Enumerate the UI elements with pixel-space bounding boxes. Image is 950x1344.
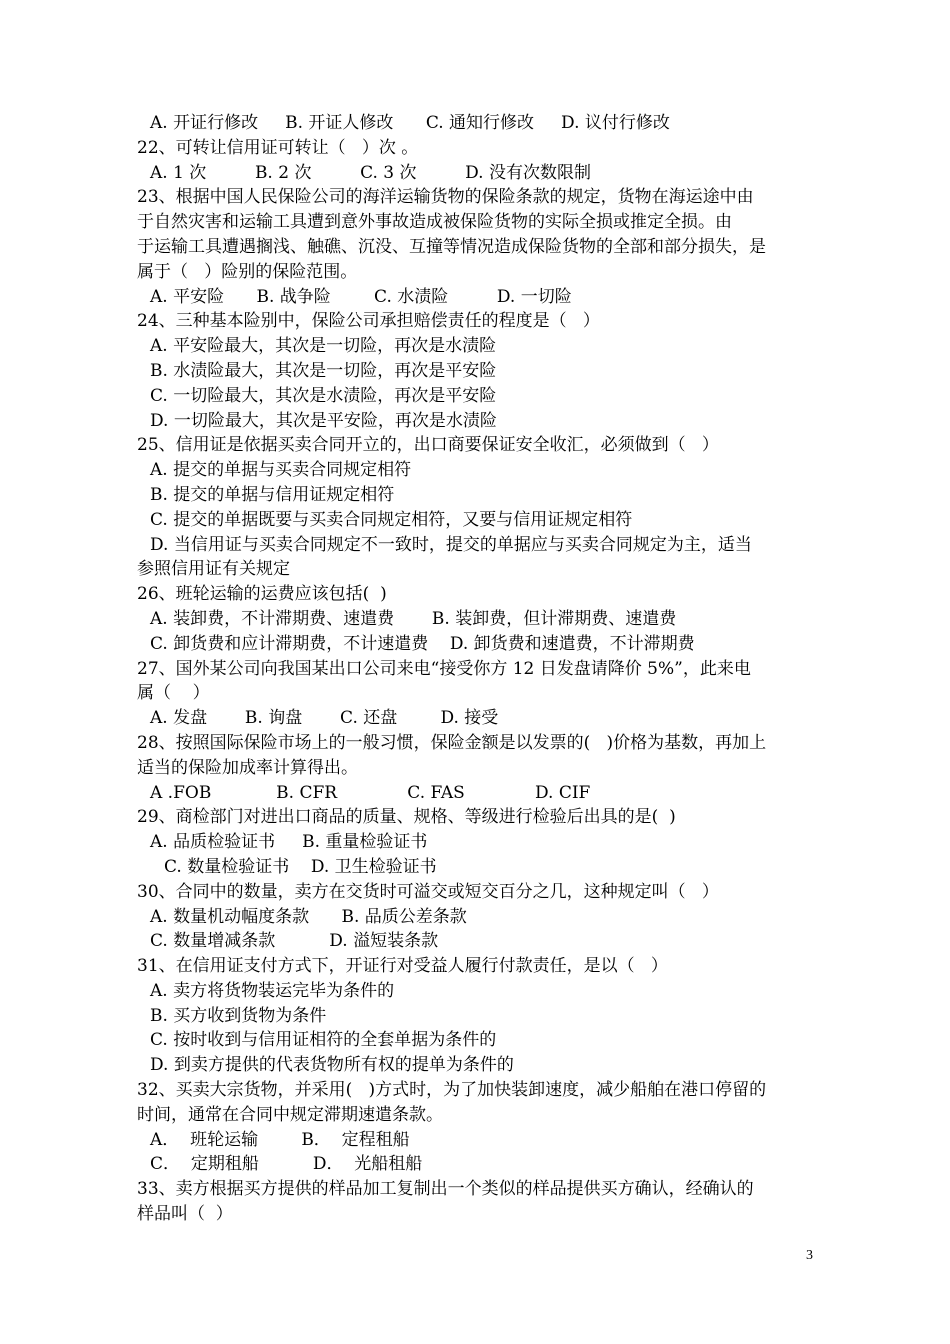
text-line: 28、按照国际保险市场上的一般习惯，保险金额是以发票的( )价格为基数，再加上 bbox=[137, 732, 767, 753]
text-line: C. 按时收到与信用证相符的全套单据为条件的 bbox=[150, 1030, 497, 1051]
text-line: C. 提交的单据既要与买卖合同规定相符，又要与信用证规定相符 bbox=[150, 509, 633, 530]
text-line: A. 发盘 B. 询盘 C. 还盘 D. 接受 bbox=[150, 708, 499, 729]
text-line: A .FOB B. CFR C. FAS D. CIF bbox=[150, 782, 591, 803]
text-line: 27、国外某公司向我国某出口公司来电“接受你方 12 日发盘请降价 5%”，此来电 bbox=[137, 658, 751, 679]
text-line: 时间，通常在合同中规定滞期速遣条款。 bbox=[137, 1104, 443, 1125]
text-line: 22、可转让信用证可转让（ ）次 。 bbox=[137, 137, 419, 158]
text-line: 于自然灾害和运输工具遭到意外事故造成被保险货物的实际全损或推定全损。由 bbox=[137, 212, 732, 233]
text-line: 适当的保险加成率计算得出。 bbox=[137, 757, 358, 778]
text-line: 26、班轮运输的运费应该包括( ) bbox=[137, 584, 387, 605]
text-line: C. 数量增减条款 D. 溢短装条款 bbox=[150, 931, 439, 952]
text-line: A. 平安险 B. 战争险 C. 水渍险 D. 一切险 bbox=[150, 286, 572, 307]
text-line: C. 卸货费和应计滞期费，不计速遣费 D. 卸货费和速遣费，不计滞期费 bbox=[150, 633, 695, 654]
text-line: A. 提交的单据与买卖合同规定相符 bbox=[150, 460, 412, 481]
text-line: B. 提交的单据与信用证规定相符 bbox=[150, 484, 395, 505]
text-line: A. 数量机动幅度条款 B. 品质公差条款 bbox=[150, 906, 467, 927]
text-line: A. 装卸费，不计滞期费、速遣费 B. 装卸费，但计滞期费、速遣费 bbox=[150, 608, 677, 629]
text-line: D. 到卖方提供的代表货物所有权的提单为条件的 bbox=[150, 1055, 514, 1076]
text-line: 23、根据中国人民保险公司的海洋运输货物的保险条款的规定，货物在海运途中由 bbox=[137, 187, 754, 208]
text-line: C. 一切险最大，其次是水渍险，再次是平安险 bbox=[150, 385, 497, 406]
text-line: D. 一切险最大，其次是平安险，再次是水渍险 bbox=[150, 410, 497, 431]
text-line: B. 水渍险最大，其次是一切险，再次是平安险 bbox=[150, 360, 497, 381]
question-text-block bbox=[137, 111, 827, 1227]
text-line: 于运输工具遭遇搁浅、触礁、沉没、互撞等情况造成保险货物的全部和部分损失，是 bbox=[137, 236, 766, 257]
text-line: A. 1 次 B. 2 次 C. 3 次 D. 没有次数限制 bbox=[150, 162, 591, 183]
text-line: 32、买卖大宗货物，并采用( )方式时，为了加快装卸速度，减少船舶在港口停留的 bbox=[137, 1080, 767, 1101]
text-line: 25、信用证是依据买卖合同开立的，出口商要保证安全收汇，必须做到（ ） bbox=[137, 435, 719, 456]
text-line: A. 平安险最大，其次是一切险，再次是水渍险 bbox=[150, 336, 497, 357]
text-line: 参照信用证有关规定 bbox=[137, 559, 290, 580]
text-line: A. 品质检验证书 B. 重量检验证书 bbox=[150, 832, 428, 853]
text-line: 属（ ） bbox=[137, 683, 210, 704]
text-line: C. 数量检验证书 D. 卫生检验证书 bbox=[164, 856, 437, 877]
text-line: 属于（ ）险别的保险范围。 bbox=[137, 261, 358, 282]
text-line: A. 卖方将货物装运完毕为条件的 bbox=[150, 980, 395, 1001]
text-line: 29、商检部门对进出口商品的质量、规格、等级进行检验后出具的是( ) bbox=[137, 807, 676, 828]
text-line: C． 定期租船 D． 光船租船 bbox=[150, 1154, 423, 1175]
text-line: 样品叫（ ） bbox=[137, 1204, 233, 1225]
text-line: A． 班轮运输 B． 定程租船 bbox=[150, 1129, 410, 1150]
text-line: 30、合同中的数量，卖方在交货时可溢交或短交百分之几，这种规定叫（ ） bbox=[137, 881, 719, 902]
page-number: 3 bbox=[806, 1248, 813, 1263]
text-line: 31、在信用证支付方式下，开证行对受益人履行付款责任，是以（ ） bbox=[137, 956, 668, 977]
text-line: B. 买方收到货物为条件 bbox=[150, 1005, 327, 1026]
text-line: A. 开证行修改 B. 开证人修改 C. 通知行修改 D. 议付行修改 bbox=[150, 113, 670, 133]
text-line: D. 当信用证与买卖合同规定不一致时，提交的单据应与买卖合同规定为主，适当 bbox=[150, 534, 752, 555]
text-line: 24、三种基本险别中，保险公司承担赔偿责任的程度是（ ） bbox=[137, 311, 600, 332]
text-line: 33、卖方根据买方提供的样品加工复制出一个类似的样品提供买方确认，经确认的 bbox=[137, 1179, 754, 1200]
